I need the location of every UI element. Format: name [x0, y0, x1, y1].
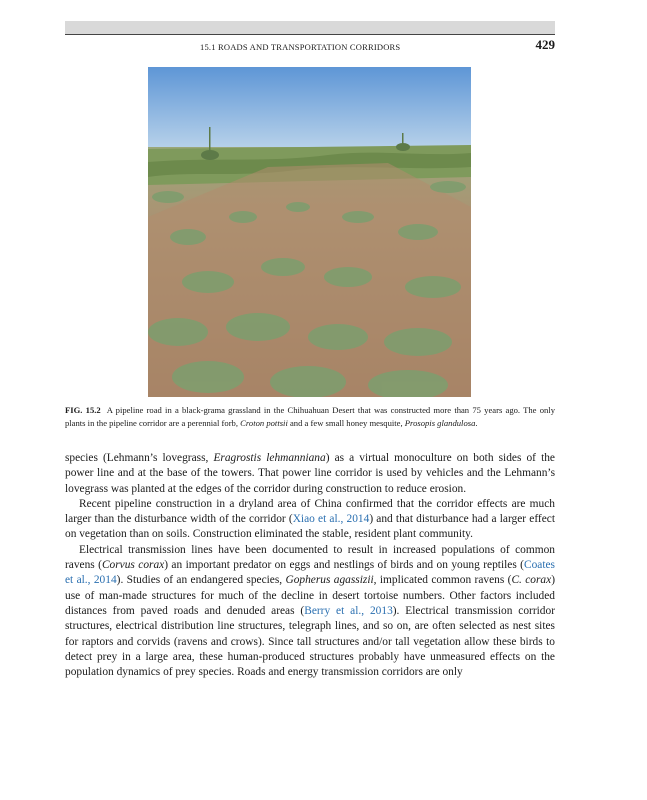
photo-illustration: [148, 67, 471, 397]
text-run: ) and that disturbance had a larger effect on vegetation than on soils. Construction eliminated the stable, resident plant community.: [65, 513, 555, 541]
caption-text: A pipeline road in a black-grama grassland in the Chihuahuan Desert that was constructed more than 75 years ago. The only plants in the pipeline corridor are a perennial forb,: [65, 405, 555, 428]
caption-text: .: [475, 417, 478, 428]
paragraph: [65, 451, 555, 497]
species-name: Gopherus agassizii: [285, 574, 374, 587]
paragraph: [65, 543, 555, 681]
text-run: ) as a virtual monoculture on both sides of the power line and at the base of the towers. That power line corridor is used by vehicles and the Lehmann’s lovegrass was planted at the edges of the corridor during construction to reduce erosion.: [65, 452, 555, 495]
caption-species-2: Prosopis glandulosa: [404, 417, 476, 428]
figure-label: FIG. 15.2: [65, 405, 101, 415]
sky: [148, 67, 471, 149]
caption-text: and a few small honey mesquite,: [287, 417, 405, 428]
text-run: Recent pipeline construction in a dryland area of China confirmed that the corridor effects are much larger than the disturbance width of the corridor (: [65, 497, 555, 526]
text-run: Electrical transmission lines have been documented to result in increased populations of common ravens (: [65, 543, 555, 572]
text-run: ) an important predator on eggs and nestlings of birds and on young reptiles (: [164, 559, 524, 572]
body-text: [65, 451, 555, 680]
text-run: ). Studies of an endangered species,: [116, 574, 286, 587]
running-head: 15.1 ROADS AND TRANSPORTATION CORRIDORS: [200, 42, 401, 52]
header-rule: [65, 34, 555, 35]
citation-link[interactable]: Berry et al., 2013: [304, 604, 393, 617]
caption-species-1: Croton pottsii: [240, 417, 288, 428]
species-name: Corvus corax: [101, 559, 165, 572]
citation-link[interactable]: Coates et al., 2014: [65, 559, 555, 587]
header-bar: [65, 21, 555, 34]
figure-photo: [148, 67, 471, 397]
citation-link[interactable]: Xiao et al., 2014: [292, 513, 370, 526]
text-run: ). Electrical transmission corridor structures, electrical distribution line structures, telegraph lines, and so on, are often selected as nest sites for raptors and corvids (ravens and crows). Since tall structures and/or tall vegetation allow these birds to detect prey in a large area, these human-produced structures probably have unmeasured effects on the population dynamics of prey species. Roads and energy transmission corridors are only: [65, 604, 555, 679]
species-name: Eragrostis lehmanniana: [213, 452, 326, 464]
species-name: C. corax: [511, 574, 552, 587]
text-run: , implicated common ravens (: [373, 574, 512, 587]
text-run: ) use of man-made structures for much of the decline in desert tortoise numbers. Other factors included distances from paved roads and denuded areas (: [65, 574, 555, 617]
text-run: species (Lehmann’s lovegrass,: [65, 452, 214, 464]
page-number: 429: [535, 37, 555, 52]
paragraph: [65, 497, 555, 543]
figure-caption: [65, 404, 555, 429]
